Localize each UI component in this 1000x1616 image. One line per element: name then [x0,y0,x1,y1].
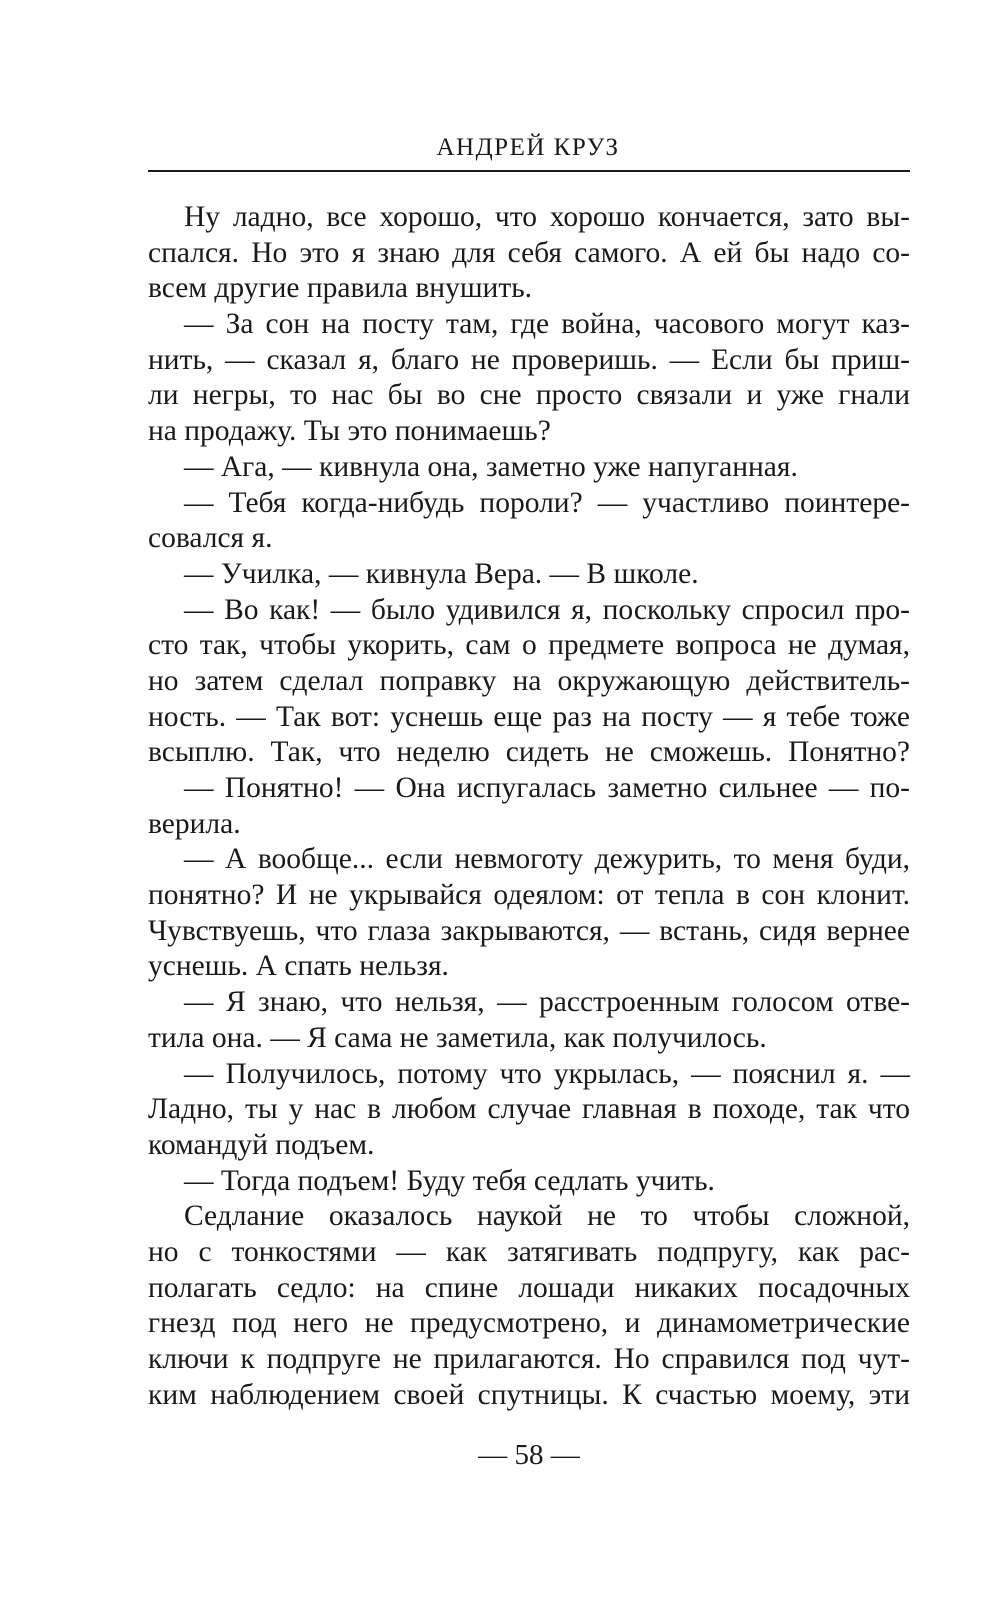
header-rule [148,170,910,172]
text-line: Чувствуешь, что глаза закрываются, — встань, сидя вернее [148,914,910,947]
text-line: командуй подъем. [148,1128,375,1161]
text-line: но затем сделал поправку на окружающую действитель- [148,664,910,697]
text-line: — Понятно! — Она испугалась заметно сильнее — по- [184,772,910,804]
text-line: — А вообще... если невмоготу дежурить, то меня буди, [184,843,910,876]
text-line: сто так, чтобы укорить, сам о предмете вопроса не думая, [148,629,910,662]
text-line: но с тонкостями — как затягивать подпругу, как рас- [148,1235,910,1268]
text-line: ким наблюдением своей спутницы. К счастью моему, эти [148,1378,910,1411]
text-line: — Тогда подъем! Буду тебя седлать учить. [184,1164,715,1197]
text-line: — Училка, — кивнула Вера. — В школе. [184,557,699,590]
text-line: всыплю. Так, что неделю сидеть не сможешь. Понятно? [148,736,910,769]
text-line: всем другие правила внушить. [148,272,533,305]
running-head: АНДРЕЙ КРУЗ [436,134,620,161]
text-line: верила. [148,807,241,840]
text-line: совался я. [148,522,273,555]
text-line: ключи к подпруге не прилагаются. Но справился под чут- [148,1343,910,1375]
text-line: спался. Но это я знаю для себя самого. А ей бы надо со- [148,236,910,269]
text-line: нить, — сказал я, благо не проверишь. — Если бы приш- [148,343,910,376]
text-line: уснешь. А спать нельзя. [148,950,449,983]
text-line: — Ага, — кивнула она, заметно уже напуганная. [184,450,798,483]
text-line: на продажу. Ты это понимаешь? [148,415,551,448]
text-line: ность. — Так вот: уснешь еще раз на посту — я тебе тоже [148,700,910,733]
body-text [148,200,910,1413]
text-line: Ну ладно, все хорошо, что хорошо кончается, зато вы- [184,201,910,233]
page-number: — 58 — [478,1439,580,1471]
text-line: — Получилось, потому что укрылась, — пояснил я. — [184,1057,910,1090]
text-line: Ладно, ты у нас в любом случае главная в походе, так что [148,1093,910,1126]
text-line: тила она. — Я сама не заметила, как получилось. [148,1021,767,1054]
text-line: гнезд под него не предусмотрено, и динамометрические [148,1307,910,1340]
text-line: ли негры, то нас бы во сне просто связали и уже гнали [148,379,910,412]
text-line: — Тебя когда-нибудь пороли? — участливо поинтере- [184,486,910,519]
text-line: — Во как! — было удивился я, поскольку спросил про- [184,593,910,626]
text-line: понятно? И не укрывайся одеялом: от тепла в сон клонит. [148,879,910,912]
text-line: полагать седло: на спине лошади никаких посадочных [148,1271,910,1304]
text-line: — Я знаю, что нельзя, — расстроенным голосом отве- [184,986,910,1019]
text-line: — За сон на посту там, где война, часового могут каз- [184,308,910,341]
text-line: Седлание оказалось наукой не то чтобы сложной, [184,1200,910,1233]
